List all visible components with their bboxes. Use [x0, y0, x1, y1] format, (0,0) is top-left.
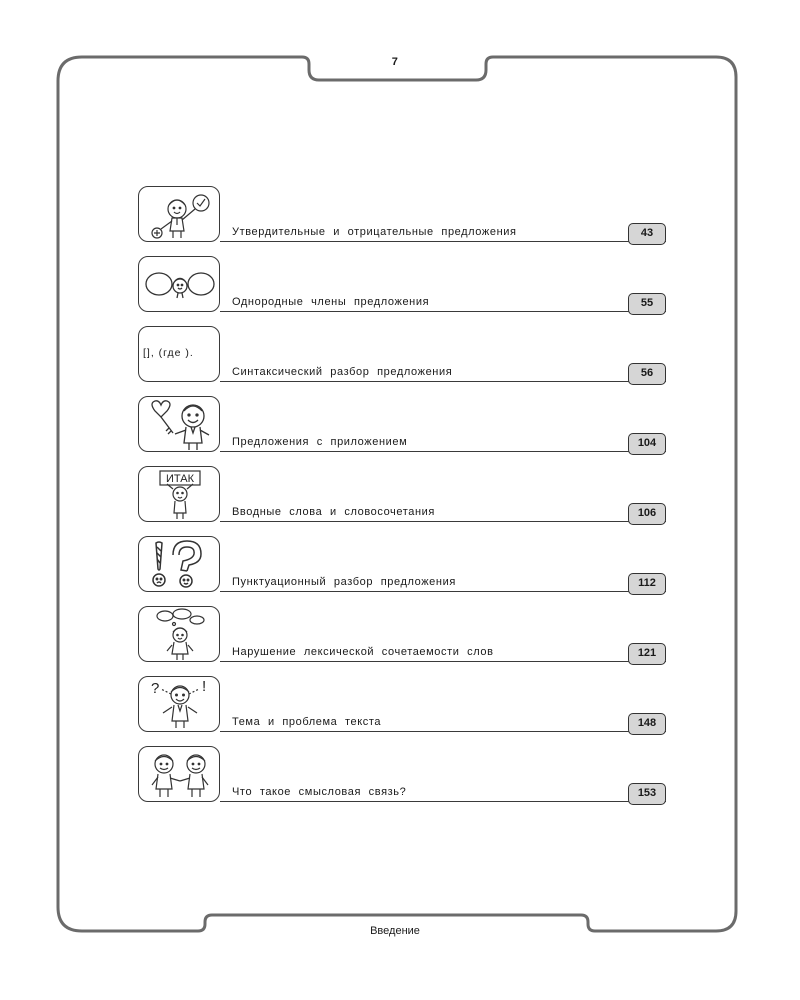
entry-title: Синтаксический разбор предложения — [232, 366, 453, 378]
toc-entry[interactable] — [138, 606, 668, 664]
toc-entry[interactable] — [138, 466, 668, 524]
entry-underline — [220, 381, 666, 382]
child-with-speech-bubbles-icon — [138, 606, 220, 662]
toc-entry[interactable] — [138, 256, 668, 314]
page-number-badge: 148 — [628, 713, 666, 735]
toc-entry[interactable] — [138, 676, 668, 734]
page-number-badge: 43 — [628, 223, 666, 245]
entry-title: Вводные слова и словосочетания — [232, 506, 435, 518]
entry-underline — [220, 731, 666, 732]
page-number-badge: 153 — [628, 783, 666, 805]
page-number-badge: 121 — [628, 643, 666, 665]
page-number: 7 — [391, 56, 399, 68]
syntax-scheme-icon — [138, 326, 220, 382]
page-number-badge: 106 — [628, 503, 666, 525]
exclamation-mark: ! — [202, 678, 207, 695]
entry-underline — [220, 521, 666, 522]
child-with-heart-key-icon — [138, 396, 220, 452]
child-holding-sign-icon — [138, 466, 220, 522]
entry-underline — [220, 591, 666, 592]
syntax-scheme-text: [], (где ). — [143, 347, 194, 359]
entry-underline — [220, 451, 666, 452]
entry-title: Нарушение лексической сочетаемости слов — [232, 646, 494, 658]
entry-title: Утвердительные и отрицательные предложения — [232, 226, 517, 238]
smiling-child-with-checkmark-icon — [138, 186, 220, 242]
toc-entry[interactable] — [138, 746, 668, 804]
child-with-question-exclamation-icon — [138, 676, 220, 732]
entry-underline — [220, 661, 666, 662]
entry-underline — [220, 801, 666, 802]
page-number-badge: 104 — [628, 433, 666, 455]
entry-underline — [220, 241, 666, 242]
footer-section-label: Введение — [370, 925, 420, 937]
two-circles-with-face-icon — [138, 256, 220, 312]
toc-entry[interactable] — [138, 396, 668, 454]
entry-title: Предложения с приложением — [232, 436, 408, 448]
toc-entry[interactable] — [138, 536, 668, 594]
entry-title: Что такое смысловая связь? — [232, 786, 407, 798]
entry-title: Тема и проблема текста — [232, 716, 382, 728]
exclamation-question-marks-icon — [138, 536, 220, 592]
toc-entry[interactable] — [138, 186, 668, 244]
question-mark: ? — [151, 680, 160, 697]
page-number-badge: 55 — [628, 293, 666, 315]
sign-text: ИТАК — [165, 473, 195, 485]
entry-underline — [220, 311, 666, 312]
toc-entry[interactable] — [138, 326, 668, 384]
entry-title: Однородные члены предложения — [232, 296, 430, 308]
entry-title: Пунктуационный разбор предложения — [232, 576, 456, 588]
page-number-badge: 112 — [628, 573, 666, 595]
two-children-handshake-icon — [138, 746, 220, 802]
page-number-badge: 56 — [628, 363, 666, 385]
